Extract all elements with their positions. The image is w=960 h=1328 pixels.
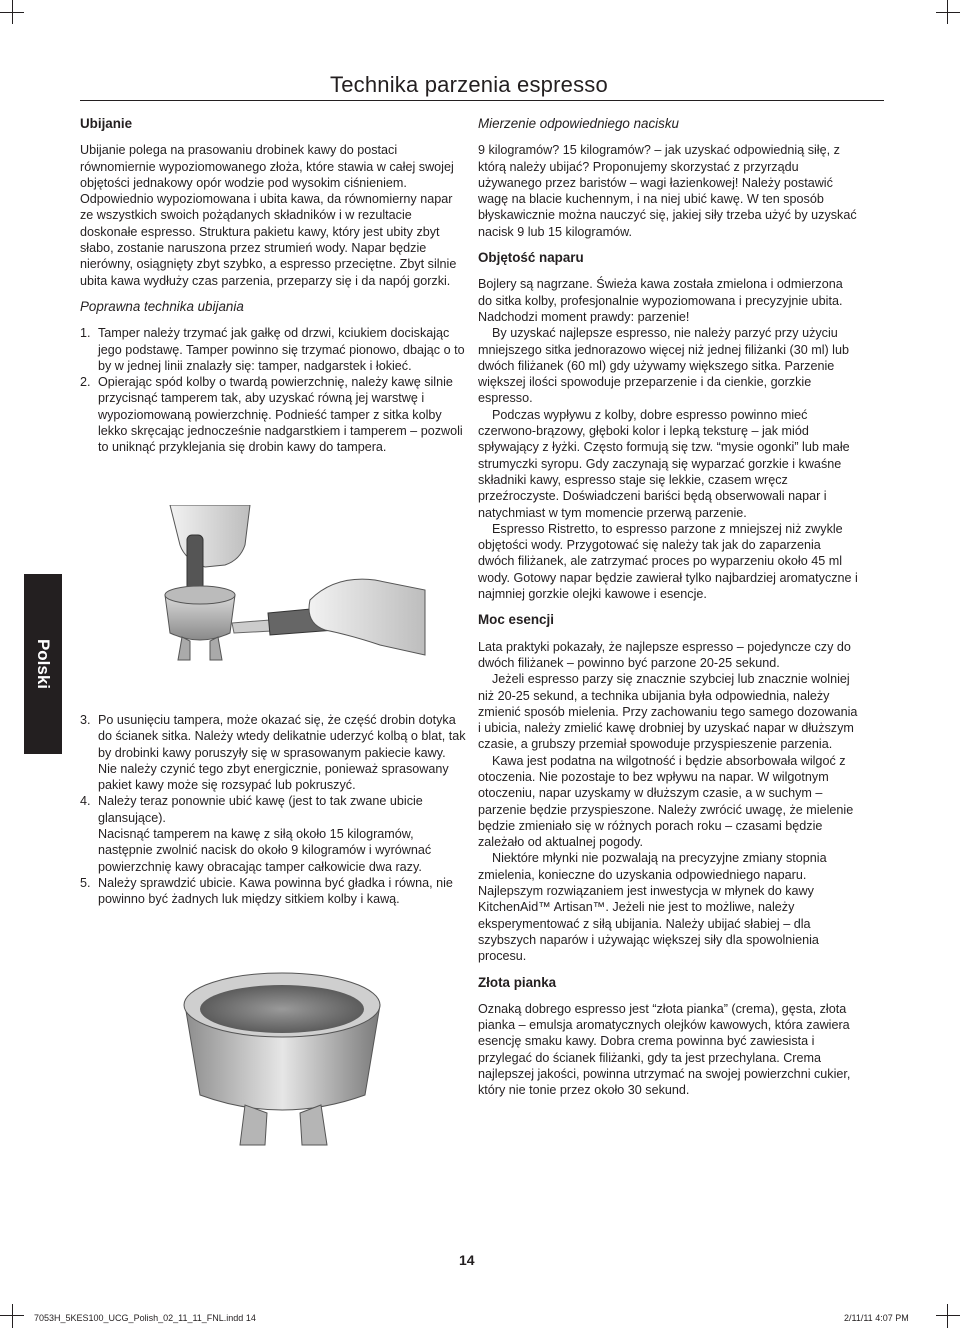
subsection-heading: Mierzenie odpowiedniego nacisku [478, 116, 679, 131]
list-item [80, 712, 468, 793]
paragraph: 9 kilogramów? 15 kilogramów? – jak uzyskać odpowiednią siłę, z którą należy ubijać? Proponujemy skorzystać z przyrządu używanego przez baristów – wagi łazienkowej! Należy postawić wagę na blacie kuchennym, i na niej ubić kawę. W ten sposób błyskawicznie można nauczyć się, jakiej siły trzeba użyć by uzyskać nacisk 9 lub 15 kilogramów. [478, 143, 857, 239]
paragraph: Kawa jest podatna na wilgotność i będzie absorbowała wilgoć z otoczenia. Nie pozostaje to bez wpływu na napar. W wilgotnym otoczeniu, napar uzyskamy w dłuższym czasie, a w suchym – parzenie będzie przyspieszone. Należy zwrócić uwagę, że mielenie będzie zmieniało się w różnych porach roku – czasami będzie zależało od aktualnej pogody. [478, 753, 854, 850]
list-item [80, 793, 468, 874]
step-number: 3. [80, 713, 91, 727]
page-title: Technika parzenia espresso [330, 72, 608, 97]
paragraph: Bojlery są nagrzane. Świeża kawa została zmielona i odmierzona do sitka kolby, profesjonalnie wypoziomowana i precyzyjnie ubita. Nadchodzi moment prawdy: parzenie! [478, 277, 843, 324]
footer-date: 2/11/11 4:07 PM [844, 1313, 909, 1323]
header-rule [80, 100, 884, 101]
section-heading: Ubijanie [80, 116, 133, 131]
paragraph: Niektóre młynki nie pozwalają na precyzyjne zmiany stopnia zmielenia, konieczne do uzyskania odpowiedniego naparu. Najlepszym rozwiązaniem jest inwestycja w młynek do kawy KitchenAid™ Artisan™. Jeżeli nie jest to możliwe, należy eksperymentować z siłą ubijania. Należy ubijać słabiej – dla szybszych naparów i używając większej siły dla spowolnienia procesu. [478, 851, 827, 964]
step-text: Po usunięciu tampera, może okazać się, że część drobin dotyka do ścianek sitka. Należy wtedy delikatnie uderzyć kolbą o blat, tak by drobinki kawy poruszyły się w sprasowanym pakiecie kawy. Nie należy czynić tego zbyt energicznie, ponieważ sprasowany pakiet kawy może się rozsypać lub pokruszyć. [98, 713, 466, 793]
left-column [80, 116, 468, 456]
crop-mark [936, 12, 960, 13]
step-text: Należy sprawdzić ubicie. Kawa powinna być gładka i równa, nie powinno być żadnych luk między sitkiem kolby i kawą. [98, 875, 453, 907]
page-number: 14 [459, 1252, 475, 1268]
crop-mark [947, 0, 948, 24]
list-item [80, 374, 468, 455]
step-text: Tamper należy trzymać jak gałkę od drzwi, kciukiem dociskając jego podstawę. Tamper powinno się trzymać pionowo, dbając o to by w jednej linii znalazły się: tamper, nadgarstek i łokieć. [98, 326, 465, 373]
step-text: Opierając spód kolby o twardą powierzchnię, należy kawę silnie przycisnąć tamperem tak, aby uzyskać równą jej warstwę i wypoziomowaną powierzchnię. Podnieść tamper z sitka kolby lekko skręcając jednocześnie nadgarstkiem i tamperem – pozwoli to uniknąć przyklejania się drobin kawy do tampera. [98, 375, 463, 455]
right-column [478, 116, 860, 1099]
step-number: 1. [80, 326, 91, 341]
intro-paragraph: Ubijanie polega na prasowaniu drobinek kawy do postaci równomiernie wypoziomowanego złoża, które stawia w całej swojej objętości jednakowy opór wodzie pod wysokim ciśnieniem. Odpowiednio wypoziomowana i ubita kawa, da równomierny napar ze wszystkich swoich pożądanych składników i w rezultacie doskonałe espresso. Struktura pakietu kawy, który jest ubity zbyt słabo, zostanie naruszona przez strumień wody. Napar będzie nierówny, osiągnięty zbyt szybko, a espresso przeciętne. Zbyt silnie ubita kawa wydłuży czas parzenia, przeparzy się i da napój gorzki. [80, 143, 457, 288]
paragraph: Oznaką dobrego espresso jest “złota pianka” (crema), gęsta, złota pianka – emulsja aromatycznych olejków kawowych, która zawiera esencję smaku kawy. Dobra crema powinna być zawiesista i przylegać do ścianek filiżanki, gdy ta jest przechylana. Crema najlepszej jakości, powinna utrzymać na swojej powierzchni cukier, który nie tonie przez około 30 sekund. [478, 1001, 851, 1098]
step-number: 5. [80, 875, 91, 890]
tamping-illustration [150, 505, 430, 700]
paragraph: Espresso Ristretto, to espresso parzone z mniejszej niż zwykle objętości wody. Przygotować się należy tak jak do zaparzenia dwóch filiżanek, ale zatrzymać proces po wyparzeniu około 45 ml wody. Gotowy napar będzie zawierał tylko najbardziej aromatyczne i najmniej gorzkie olejki kawowe i esencje. [478, 521, 858, 602]
section-heading: Moc esencji [478, 612, 554, 628]
steps-list-continued [80, 712, 468, 908]
paragraph: By uzyskać najlepsze espresso, nie należy parzyć przy użyciu mniejszego sitka jednorazowo więcej niż jednej filiżanki (30 ml) lub dwóch filiżanek (60 ml) gdy używamy większego sitka. Parzenie większej ilości spowoduje przeparzenie i da cienkie, gorzkie espresso. [478, 326, 849, 406]
step-number: 2. [80, 375, 91, 390]
paragraph: Podczas wypływu z kolby, dobre espresso powinno mieć czerwono-brązowy, głęboki kolor i lepką teksturę – jak miód spływający z łyżki. Często formują się tzw. “mysie ogonki” lub małe strumyczki syropu. Gdy zaczynają się wyparzać gorzkie i kwaśne składniki kawy, espresso staje się lekkie, czasem wręcz przeźroczyste. Doświadczeni bariści będą obserwowali napar i natychmiast w tym momencie przerwą parzenie. [478, 407, 850, 520]
paragraph: Jeżeli espresso parzy się znacznie szybciej lub znacznie wolniej niż 20-25 sekund, a technika ubijania była odpowiednia, należy zmienić sposób mielenia. Przy zachowaniu tego samego dozowania i ubicia, należy zmielić kawę drobniej by uzyskać napar w dłuższym czasie, a grubszy przemiał spowoduje przyspieszenie parzenia. [478, 672, 858, 752]
left-column-lower [80, 712, 468, 908]
crop-mark [947, 1304, 948, 1328]
crop-mark [12, 1304, 13, 1328]
step-number: 4. [80, 794, 91, 809]
crop-mark [12, 0, 13, 24]
subsection-heading: Poprawna technika ubijania [80, 298, 244, 314]
step-text: Należy teraz ponownie ubić kawę (jest to tak zwane ubicie glansujące). [98, 794, 423, 825]
footer-filename: 7053H_5KES100_UCG_Polish_02_11_11_FNL.indd 14 [34, 1313, 256, 1323]
list-item [80, 325, 468, 374]
step-text-continued: Nacisnąć tamperem na kawę z siłą około 15 kilogramów, następnie zwolnić nacisk do około 9 kilogramów i wyrównać powierzchnię kawy obracając tamper całkowicie dwa razy. [98, 827, 432, 874]
paragraph: Lata praktyki pokazały, że najlepsze espresso – pojedyncze czy do dwóch filiżanek – powinno być parzone 20-25 sekund. [478, 639, 851, 670]
crop-mark [936, 1315, 960, 1316]
language-tab-label: Polski [34, 638, 53, 690]
section-heading: Objętość naparu [478, 250, 584, 266]
list-item [80, 875, 468, 908]
portafilter-illustration [175, 965, 390, 1150]
language-tab [24, 574, 62, 754]
steps-list [80, 325, 468, 455]
section-heading: Złota pianka [478, 974, 557, 990]
